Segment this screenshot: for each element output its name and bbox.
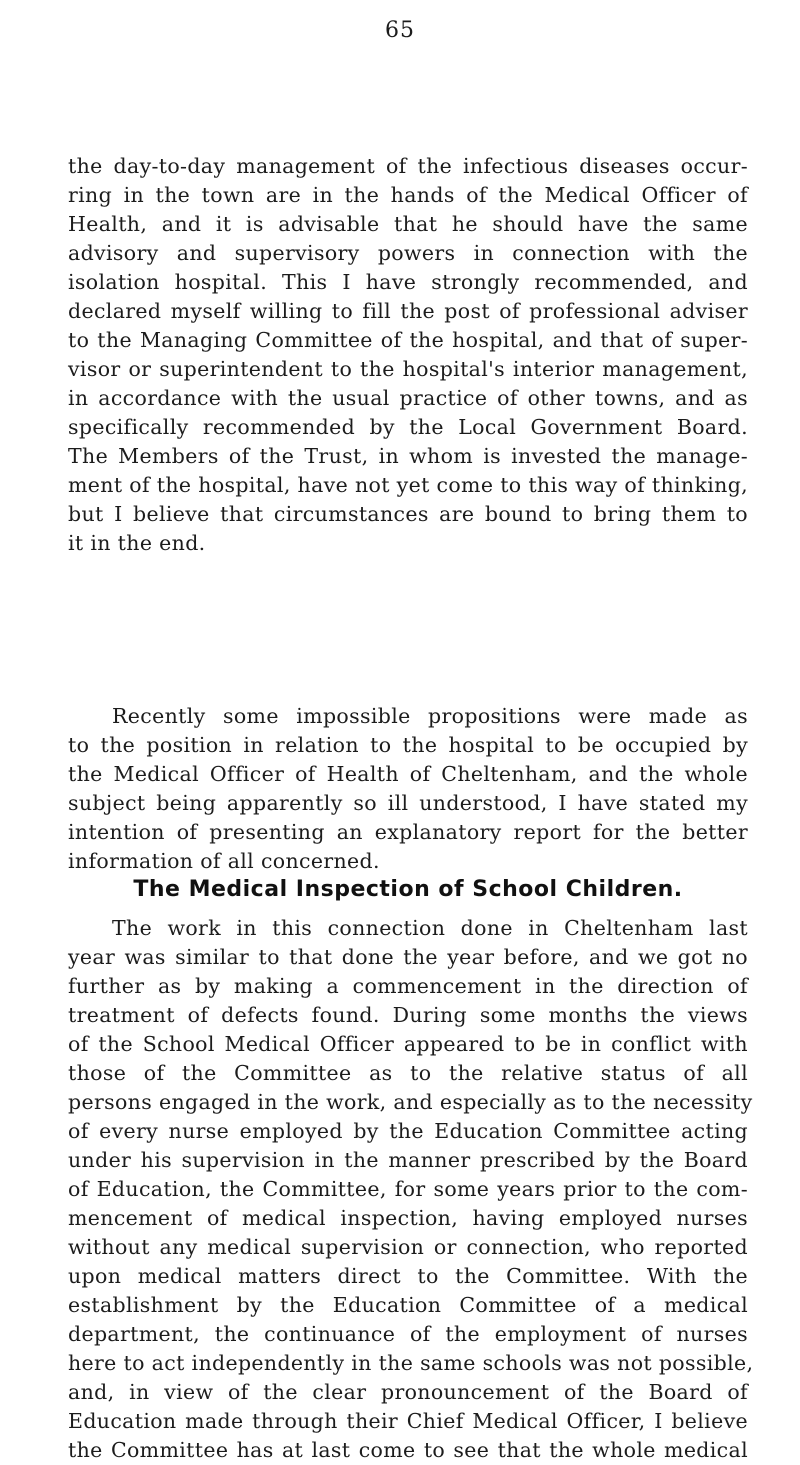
text-line: specifically recommended by the Local Government Board. xyxy=(68,415,748,439)
text-line: The work in this connection done in Cheltenham last xyxy=(112,916,748,940)
text-line: but I believe that circumstances are bound to bring them to xyxy=(68,502,748,526)
text-line: year was similar to that done the year before, and we got no xyxy=(68,945,748,969)
text-line: ring in the town are in the hands of the Medical Officer of xyxy=(68,183,748,207)
paragraph-isolation-hospital xyxy=(68,152,748,558)
text-line: under his supervision in the manner prescribed by the Board xyxy=(68,1148,748,1172)
section-heading: The Medical Inspection of School Children. xyxy=(133,877,683,902)
text-line: without any medical supervision or connection, who reported xyxy=(68,1235,748,1259)
text-line: treatment of defects found. During some months the views xyxy=(68,1003,748,1027)
text-line: ment of the hospital, have not yet come to this way of thinking, xyxy=(68,473,749,497)
text-line: the Committee has at last come to see that the whole medical xyxy=(68,1438,748,1462)
text-line: the Medical Officer of Health of Cheltenham, and the whole xyxy=(68,762,748,786)
text-line: those of the Committee as to the relative status of all xyxy=(68,1061,748,1085)
text-line: it in the end. xyxy=(68,531,206,555)
text-line: The Members of the Trust, in whom is invested the manage- xyxy=(68,444,748,468)
text-line: to the Managing Committee of the hospital, and that of super- xyxy=(68,328,748,352)
text-line: further as by making a commencement in the direction of xyxy=(68,974,748,998)
paragraph-school-inspection xyxy=(68,914,754,1465)
text-line: information of all concerned. xyxy=(68,849,380,873)
text-line: of the School Medical Officer appeared to be in conflict with xyxy=(68,1032,748,1056)
text-line: advisory and supervisory powers in connection with the xyxy=(68,241,748,265)
text-line: the day-to-day management of the infectious diseases occur- xyxy=(68,154,748,178)
text-line: here to act independently in the same schools was not possible, xyxy=(68,1351,754,1375)
text-line: in accordance with the usual practice of other towns, and as xyxy=(68,386,748,410)
page-number: 65 xyxy=(385,18,415,43)
text-line: Recently some impossible propositions were made as xyxy=(112,704,748,728)
text-line: Education made through their Chief Medical Officer, I believe xyxy=(68,1409,748,1433)
text-line: Health, and it is advisable that he should have the same xyxy=(68,212,748,236)
text-line: of every nurse employed by the Education Committee acting xyxy=(68,1119,748,1143)
text-line: visor or superintendent to the hospital's interior management, xyxy=(68,357,748,381)
paragraph-recent-propositions xyxy=(68,702,748,876)
text-line: subject being apparently so ill understood, I have stated my xyxy=(68,791,748,815)
text-line: intention of presenting an explanatory report for the better xyxy=(68,820,748,844)
text-line: persons engaged in the work, and especially as to the necessity xyxy=(68,1090,753,1114)
text-line: and, in view of the clear pronouncement of the Board of xyxy=(68,1380,748,1404)
text-line: upon medical matters direct to the Committee. With the xyxy=(68,1264,748,1288)
text-line: of Education, the Committee, for some years prior to the com- xyxy=(68,1177,748,1201)
text-line: to the position in relation to the hospital to be occupied by xyxy=(68,733,748,757)
text-line: department, the continuance of the employment of nurses xyxy=(68,1322,748,1346)
text-line: establishment by the Education Committee of a medical xyxy=(68,1293,748,1317)
text-line: isolation hospital. This I have strongly recommended, and xyxy=(68,270,748,294)
text-line: declared myself willing to fill the post of professional adviser xyxy=(68,299,748,323)
text-line: mencement of medical inspection, having employed nurses xyxy=(68,1206,748,1230)
